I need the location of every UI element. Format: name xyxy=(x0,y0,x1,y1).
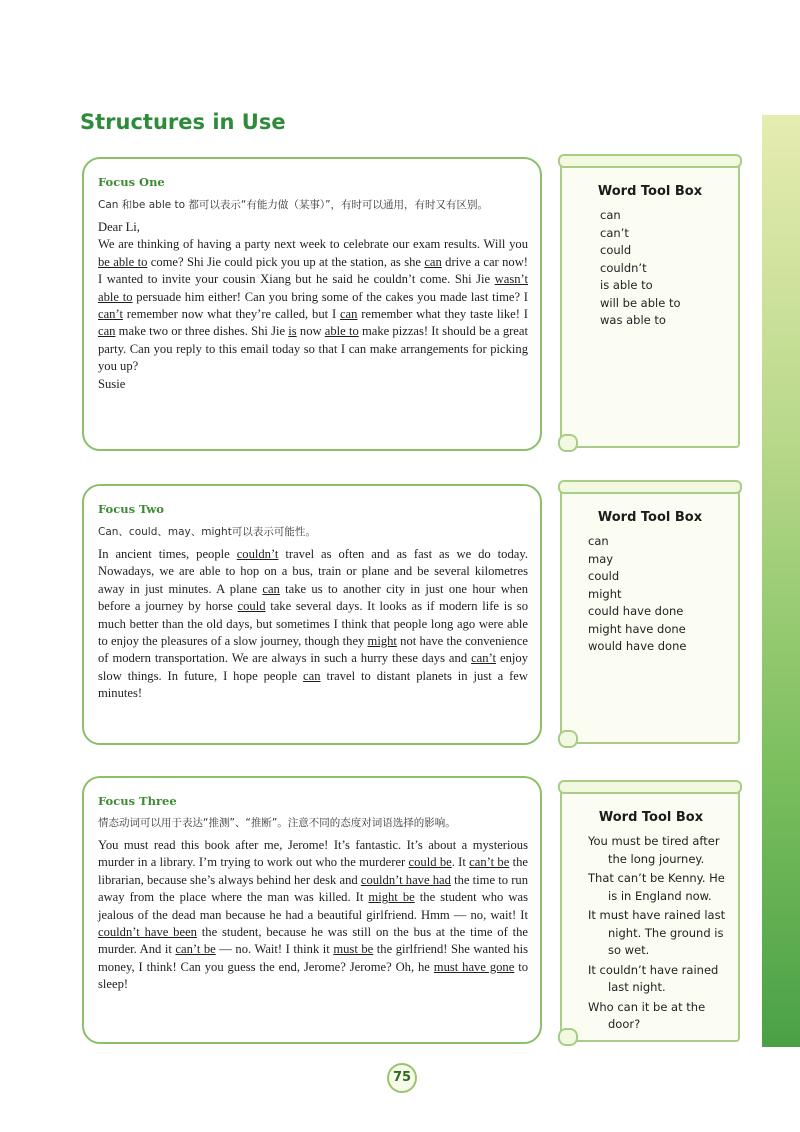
word-tool-box-list xyxy=(600,207,728,330)
underlined-phrase: can’t be xyxy=(469,855,510,870)
focus-three-label: Focus Three xyxy=(98,794,177,808)
underlined-phrase: can’t xyxy=(98,307,123,322)
section-title: Structures in Use xyxy=(80,110,286,134)
word-tool-item: was able to xyxy=(600,313,666,327)
word-tool-box-three xyxy=(560,786,740,1042)
underlined-phrase: can xyxy=(303,668,321,683)
letter-salutation: Dear Li, xyxy=(98,220,140,234)
focus-three-note: 情态动词可以用于表达“推测”、“推断”。注意不同的态度对词语选择的影响。 xyxy=(98,817,456,829)
focus-two-passage xyxy=(98,546,528,703)
word-tool-item: Who can it be at the door? xyxy=(588,999,706,1031)
word-tool-item: couldn’t xyxy=(600,260,647,275)
word-tool-item: will be able to xyxy=(600,295,681,310)
scroll-curl-top xyxy=(558,780,742,794)
focus-three-box xyxy=(82,776,542,1044)
focus-two-box xyxy=(82,484,542,745)
underlined-phrase: able to xyxy=(324,324,359,339)
focus-one-note: Can 和be able to 都可以表示“有能力做（某事）”，有时可以通用，有时又有区别。 xyxy=(98,199,489,211)
word-tool-item: might have done xyxy=(588,621,686,636)
focus-one-label: Focus One xyxy=(98,175,165,189)
word-tool-item: can xyxy=(600,208,621,222)
scroll-curl-top xyxy=(558,154,742,168)
word-tool-item: could xyxy=(588,569,620,583)
scroll-curl-bottom xyxy=(558,1028,578,1046)
word-tool-item: It must have rained last night. The ground is so wet. xyxy=(588,908,726,957)
page-number: 75 xyxy=(387,1063,417,1093)
word-tool-item: is able to xyxy=(600,278,653,292)
scroll-curl-bottom xyxy=(558,434,578,452)
underlined-phrase: can xyxy=(98,324,116,339)
underlined-phrase: couldn’t xyxy=(236,547,279,561)
word-tool-box-title: Word Tool Box xyxy=(598,810,704,825)
word-tool-item: could xyxy=(600,243,632,257)
underlined-phrase: can xyxy=(424,254,442,269)
focus-one-letter xyxy=(98,219,528,393)
underlined-phrase: might xyxy=(367,634,397,649)
word-tool-item: That can’t be Kenny. He is in England now. xyxy=(588,871,725,903)
underlined-phrase: can xyxy=(262,581,280,596)
word-tool-box-list xyxy=(588,533,728,656)
word-tool-item: may xyxy=(588,551,614,566)
underlined-phrase: can’t xyxy=(471,651,497,666)
underlined-phrase: could be xyxy=(408,855,452,870)
word-tool-item: might xyxy=(588,586,622,601)
underlined-phrase: could xyxy=(237,599,266,614)
word-tool-item: can’t xyxy=(600,225,629,240)
word-tool-item: It couldn’t have rained last night. xyxy=(588,962,719,994)
underlined-phrase: can’t be xyxy=(175,942,216,957)
underlined-phrase: is xyxy=(288,324,297,339)
underlined-phrase: can xyxy=(339,307,358,322)
focus-two-note: Can、could、may、might可以表示可能性。 xyxy=(98,526,316,538)
underlined-phrase: couldn’t have had xyxy=(360,872,451,887)
side-color-bar xyxy=(762,115,800,1047)
focus-two-label: Focus Two xyxy=(98,502,164,516)
word-tool-box-two xyxy=(560,486,740,744)
word-tool-box-one xyxy=(560,160,740,448)
passage-body: You must read this book after me, Jerome! It’s fantastic. It’s about a mysterious murder in a library. I’m trying to work out who the murderer could be. It can’t be the librarian, because she’s always behind her desk and couldn’t have had the time to run away from the place where the man was killed. It might be the student who was jealous of the dead man because he had a beautiful girlfriend. Hmm — no, wait! It couldn’t have been the student, because he was still on the bus at the time of the murder. And it can’t be — no. Wait! I think it must be the girlfriend! She wanted his money, I think! Can you guess the end, Jerome? Jerome? Oh, he must have gone to sleep! xyxy=(98,838,529,992)
word-tool-item: could have done xyxy=(588,604,684,618)
word-tool-item: can xyxy=(588,534,609,548)
underlined-phrase: might be xyxy=(368,890,415,905)
underlined-phrase: couldn’t have been xyxy=(98,925,197,940)
underlined-phrase: must have gone xyxy=(433,959,515,974)
letter-body: We are thinking of having a party next week to celebrate our exam results. Will you be able to come? Shi Jie could pick you up at the station, as she can drive a car now! I wanted to invite your cousin Xiang but he said he couldn’t come. Shi Jie wasn’t able to persuade him either! Can you bring some of the cakes you made last time? I can’t remember now what they’re called, but I can remember what they taste like! I can make two or three dishes. Shi Jie is now able to make pizzas! It should be a great party. Can you reply to this email today so that I can make arrangements for picking you up? xyxy=(98,237,528,374)
underlined-phrase: must be xyxy=(333,942,374,957)
scroll-curl-bottom xyxy=(558,730,578,748)
focus-three-passage xyxy=(98,837,528,994)
word-tool-box-title: Word Tool Box xyxy=(597,184,703,199)
passage-body: In ancient times, people couldn’t travel as often and as fast as we do today. Nowadays, we are able to hop on a bus, train or plane and be several kilometres away in just minutes. A plane can take us to another city in just one hour when before a journey by horse could take several days. It looks as if modern life is so much better than the old days, but sometimes I think that people long ago were able to enjoy the pleasures of a slow journey, though they might not have the convenience of modern transportation. We are always in such a hurry these days and can’t enjoy slow things. In future, I hope people can travel to distant planets in just a few minutes! xyxy=(98,547,528,701)
letter-signoff: Susie xyxy=(98,376,126,391)
word-tool-item: You must be tired after the long journey. xyxy=(588,834,720,866)
word-tool-item: would have done xyxy=(588,639,687,653)
focus-one-box xyxy=(82,157,542,451)
underlined-phrase: be able to xyxy=(98,254,148,269)
underlined-phrase: wasn’t able to xyxy=(98,272,528,304)
word-tool-box-title: Word Tool Box xyxy=(597,510,703,525)
word-tool-box-sentences xyxy=(588,833,730,1034)
scroll-curl-top xyxy=(558,480,742,494)
